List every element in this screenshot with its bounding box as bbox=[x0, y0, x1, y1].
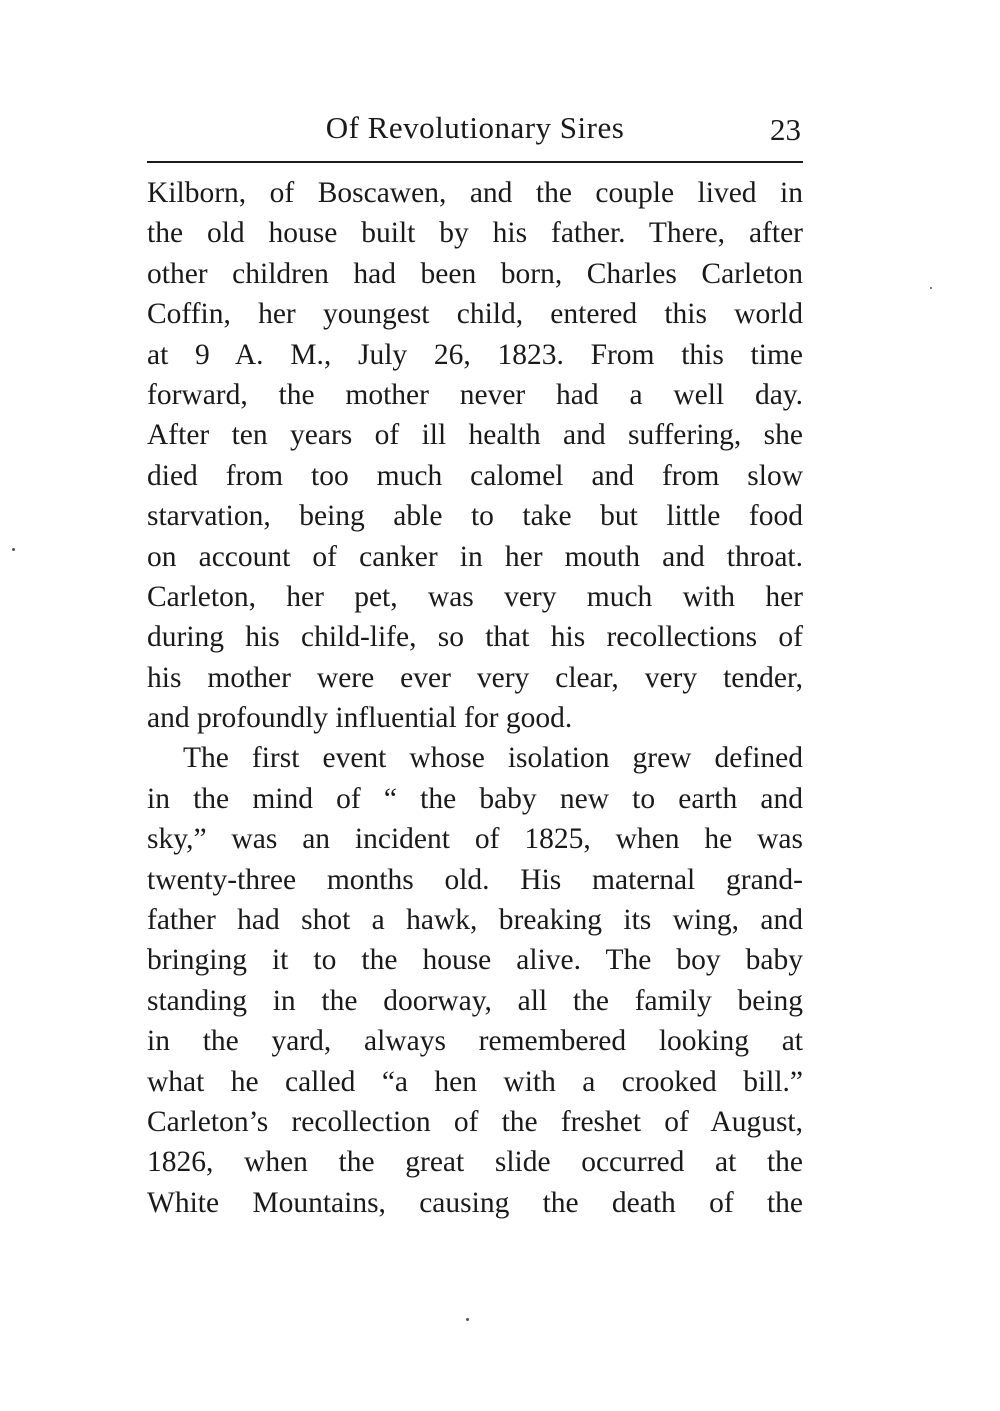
paragraph-start-line: The first event whose isolation grew defined bbox=[183, 742, 803, 775]
text-line: his mother were ever very clear, very tender, bbox=[147, 661, 803, 694]
text-line: what he called “a hen with a crooked bill.” bbox=[147, 1065, 803, 1098]
text-line: sky,” was an incident of 1825, when he was bbox=[147, 823, 803, 856]
text-line: 1826, when the great slide occurred at the bbox=[147, 1146, 803, 1179]
text-line: Kilborn, of Boscawen, and the couple lived in bbox=[147, 177, 803, 209]
page-number: 23 bbox=[770, 112, 801, 147]
text-line: starvation, being able to take but little food bbox=[147, 500, 803, 533]
text-line: After ten years of ill health and suffering, she bbox=[147, 419, 803, 452]
text-line: forward, the mother never had a well day. bbox=[147, 378, 803, 411]
text-line: bringing it to the house alive. The boy baby bbox=[147, 944, 803, 977]
body-text bbox=[147, 173, 803, 1223]
paper-speck bbox=[930, 287, 932, 289]
text-line: died from too much calomel and from slow bbox=[147, 459, 803, 492]
text-line: in the mind of “ the baby new to earth and bbox=[147, 782, 803, 815]
text-line: father had shot a hawk, breaking its wing, and bbox=[147, 904, 803, 937]
paragraph-end-line: and profoundly influential for good. bbox=[147, 702, 573, 735]
text-line: at 9 A. M., July 26, 1823. From this time bbox=[147, 338, 803, 371]
text-line: twenty-three months old. His maternal grand- bbox=[147, 863, 803, 896]
text-line: in the yard, always remembered looking at bbox=[147, 1025, 803, 1058]
text-line: on account of canker in her mouth and throat. bbox=[147, 540, 803, 573]
running-title: Of Revolutionary Sires bbox=[325, 110, 625, 145]
text-line: standing in the doorway, all the family being bbox=[147, 984, 803, 1017]
text-line: White Mountains, causing the death of the bbox=[147, 1186, 803, 1219]
text-line: Coffin, her youngest child, entered this world bbox=[147, 298, 803, 331]
text-line: Carleton, her pet, was very much with her bbox=[147, 580, 803, 613]
paper-speck bbox=[466, 1318, 469, 1321]
text-line: the old house built by his father. There, after bbox=[147, 217, 803, 250]
running-head bbox=[147, 104, 803, 154]
paper-speck bbox=[12, 548, 15, 551]
text-line: Carleton’s recollection of the freshet of August, bbox=[147, 1105, 803, 1138]
header-rule bbox=[147, 161, 803, 163]
text-line: other children had been born, Charles Carleton bbox=[147, 257, 803, 290]
text-line: during his child-life, so that his recollections of bbox=[147, 621, 803, 654]
